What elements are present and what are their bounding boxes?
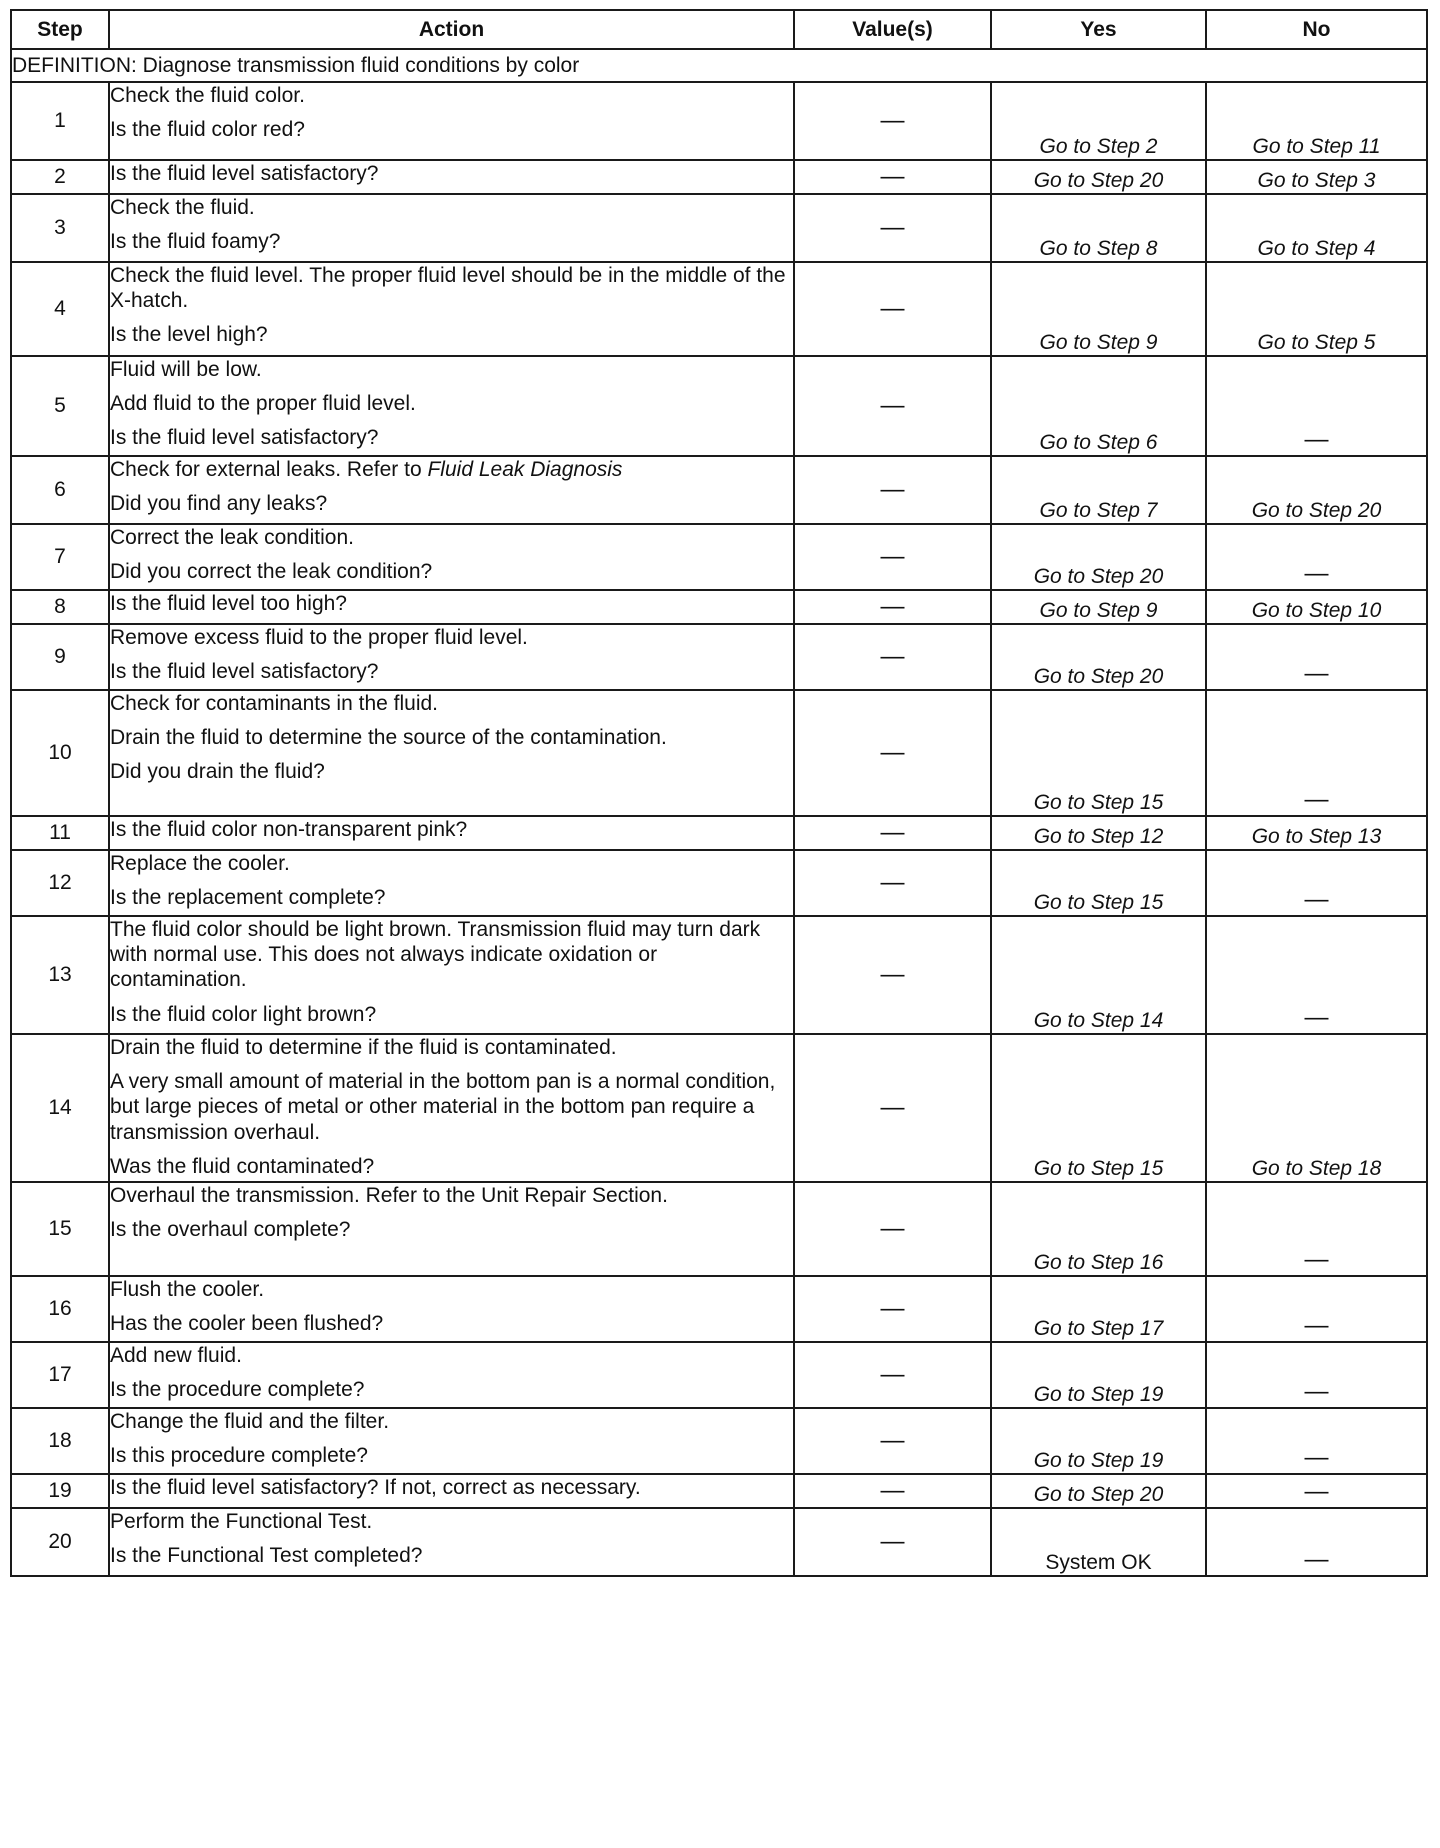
- action-line: [110, 457, 793, 482]
- value-cell: —: [794, 82, 991, 160]
- action-cell: [109, 1342, 794, 1408]
- diagnostic-table: [10, 9, 1428, 1577]
- action-text: Is the fluid level satisfactory?: [110, 660, 379, 684]
- action-line: [110, 525, 793, 550]
- table-row: [11, 1276, 1427, 1342]
- action-text: Is the fluid foamy?: [110, 230, 281, 254]
- no-result: —: [1206, 1508, 1427, 1576]
- action-line: [110, 1443, 793, 1468]
- value-cell: —: [794, 1474, 991, 1508]
- action-line: [110, 759, 793, 784]
- step-number: 9: [11, 624, 109, 690]
- step-number: 19: [11, 1474, 109, 1508]
- cross-reference: Fluid Leak Diagnosis: [427, 458, 623, 481]
- yes-result: Go to Step 9: [991, 262, 1206, 356]
- no-result: —: [1206, 1342, 1427, 1408]
- table-row: [11, 82, 1427, 160]
- value-cell: —: [794, 1342, 991, 1408]
- action-text: Was the fluid contaminated?: [110, 1154, 375, 1178]
- yes-result: Go to Step 15: [991, 850, 1206, 916]
- action-line: [110, 851, 793, 876]
- table-row: [11, 690, 1427, 816]
- action-text: Perform the Functional Test.: [110, 1510, 373, 1533]
- value-cell: —: [794, 850, 991, 916]
- yes-result: Go to Step 2: [991, 82, 1206, 160]
- action-text: Change the fluid and the filter.: [110, 1410, 390, 1433]
- action-line: [110, 1069, 793, 1145]
- action-cell: [109, 524, 794, 590]
- value-cell: —: [794, 690, 991, 816]
- action-text: Check the fluid.: [110, 196, 255, 219]
- value-cell: —: [794, 194, 991, 262]
- action-text: Is the fluid color non-transparent pink?: [110, 818, 468, 841]
- table-row: [11, 1342, 1427, 1408]
- table-body: [11, 49, 1427, 1576]
- action-cell: [109, 1408, 794, 1474]
- step-number: 16: [11, 1276, 109, 1342]
- action-cell: [109, 456, 794, 524]
- action-cell: [109, 624, 794, 690]
- action-line: [110, 391, 793, 416]
- step-number: 20: [11, 1508, 109, 1576]
- no-result: —: [1206, 524, 1427, 590]
- definition-text: DEFINITION: Diagnose transmission fluid conditions by color: [11, 49, 1427, 82]
- yes-result: Go to Step 14: [991, 916, 1206, 1034]
- action-line: [110, 1377, 793, 1402]
- step-number: 12: [11, 850, 109, 916]
- action-line: [110, 1035, 793, 1060]
- value-cell: —: [794, 160, 991, 194]
- value-cell: —: [794, 1408, 991, 1474]
- table-row: [11, 1408, 1427, 1474]
- yes-result: Go to Step 15: [991, 690, 1206, 816]
- value-cell: —: [794, 1508, 991, 1576]
- action-cell: [109, 916, 794, 1034]
- no-result: Go to Step 5: [1206, 262, 1427, 356]
- action-line: [110, 1277, 793, 1302]
- action-text: Is the level high?: [110, 323, 268, 347]
- value-cell: —: [794, 624, 991, 690]
- table-row: [11, 262, 1427, 356]
- value-cell: —: [794, 524, 991, 590]
- action-text: Flush the cooler.: [110, 1278, 265, 1301]
- action-line: [110, 161, 793, 186]
- action-text: Is the procedure complete?: [110, 1378, 365, 1402]
- table-row: [11, 816, 1427, 850]
- action-text: Did you find any leaks?: [110, 492, 328, 516]
- no-result: Go to Step 3: [1206, 160, 1427, 194]
- action-text: A very small amount of material in the bottom pan is a normal condition, but large pieces of metal or other material in the bottom pan require a transmission overhaul.: [110, 1070, 776, 1144]
- table-row: [11, 916, 1427, 1034]
- yes-result: Go to Step 6: [991, 356, 1206, 456]
- action-line: [110, 263, 793, 313]
- table-row: [11, 1034, 1427, 1182]
- action-line: [110, 491, 793, 516]
- action-line: [110, 1509, 793, 1534]
- header-row: [11, 10, 1427, 49]
- action-line: [110, 322, 793, 347]
- action-cell: [109, 194, 794, 262]
- step-number: 13: [11, 916, 109, 1034]
- action-text: Drain the fluid to determine the source of the contamination.: [110, 726, 667, 750]
- action-text: Check the fluid level. The proper fluid level should be in the middle of the X-hatch.: [110, 264, 786, 313]
- table-row: [11, 850, 1427, 916]
- no-result: Go to Step 4: [1206, 194, 1427, 262]
- action-line: [110, 885, 793, 910]
- no-result: —: [1206, 1408, 1427, 1474]
- no-result: Go to Step 20: [1206, 456, 1427, 524]
- action-line: [110, 83, 793, 108]
- header-action: Action: [109, 10, 794, 49]
- action-line: [110, 1475, 793, 1500]
- step-number: 15: [11, 1182, 109, 1276]
- value-cell: —: [794, 262, 991, 356]
- no-result: Go to Step 13: [1206, 816, 1427, 850]
- no-result: —: [1206, 1474, 1427, 1508]
- action-line: [110, 1343, 793, 1368]
- action-line: [110, 625, 793, 650]
- action-cell: [109, 356, 794, 456]
- yes-result: Go to Step 19: [991, 1342, 1206, 1408]
- no-result: —: [1206, 916, 1427, 1034]
- action-line: [110, 725, 793, 750]
- step-number: 18: [11, 1408, 109, 1474]
- step-number: 5: [11, 356, 109, 456]
- action-line: [110, 357, 793, 382]
- table-row: [11, 456, 1427, 524]
- value-cell: —: [794, 456, 991, 524]
- action-cell: [109, 160, 794, 194]
- action-line: [110, 1183, 793, 1208]
- table-row: [11, 356, 1427, 456]
- action-line: [110, 691, 793, 716]
- action-line: [110, 1002, 793, 1027]
- header-no: No: [1206, 10, 1427, 49]
- action-line: [110, 659, 793, 684]
- no-result: —: [1206, 1182, 1427, 1276]
- step-number: 14: [11, 1034, 109, 1182]
- action-line: [110, 1154, 793, 1179]
- action-line: [110, 425, 793, 450]
- action-line: [110, 1543, 793, 1568]
- action-text: Add fluid to the proper fluid level.: [110, 392, 416, 416]
- value-cell: —: [794, 1182, 991, 1276]
- header-yes: Yes: [991, 10, 1206, 49]
- no-result: Go to Step 10: [1206, 590, 1427, 624]
- action-line: [110, 817, 793, 842]
- no-result: Go to Step 11: [1206, 82, 1427, 160]
- action-cell: [109, 1508, 794, 1576]
- table-row: [11, 1474, 1427, 1508]
- no-result: —: [1206, 850, 1427, 916]
- action-cell: [109, 816, 794, 850]
- action-text: Check the fluid color.: [110, 84, 305, 107]
- action-text: Is the fluid level satisfactory?: [110, 426, 379, 450]
- action-text: Is the fluid color red?: [110, 118, 305, 142]
- yes-result: Go to Step 20: [991, 624, 1206, 690]
- step-number: 2: [11, 160, 109, 194]
- action-line: [110, 1217, 793, 1242]
- yes-result: Go to Step 9: [991, 590, 1206, 624]
- action-text: Did you drain the fluid?: [110, 760, 325, 784]
- action-text: The fluid color should be light brown. Transmission fluid may turn dark with normal use. This does not always indicate oxidation or contamination.: [110, 918, 761, 992]
- action-text: Fluid will be low.: [110, 358, 262, 381]
- value-cell: —: [794, 1034, 991, 1182]
- yes-result: Go to Step 15: [991, 1034, 1206, 1182]
- action-text: Is the overhaul complete?: [110, 1218, 351, 1242]
- table-row: [11, 1508, 1427, 1576]
- value-cell: —: [794, 916, 991, 1034]
- action-line: [110, 917, 793, 993]
- action-cell: [109, 590, 794, 624]
- step-number: 17: [11, 1342, 109, 1408]
- action-text: Is the fluid level satisfactory?: [110, 162, 379, 185]
- table-row: [11, 1182, 1427, 1276]
- action-text: Is the replacement complete?: [110, 886, 386, 910]
- step-number: 10: [11, 690, 109, 816]
- step-number: 7: [11, 524, 109, 590]
- action-text: Has the cooler been flushed?: [110, 1312, 384, 1336]
- header-values: Value(s): [794, 10, 991, 49]
- action-text: Add new fluid.: [110, 1344, 242, 1367]
- action-text: Did you correct the leak condition?: [110, 560, 433, 584]
- action-cell: [109, 1182, 794, 1276]
- step-number: 3: [11, 194, 109, 262]
- no-result: —: [1206, 624, 1427, 690]
- no-result: —: [1206, 356, 1427, 456]
- action-cell: [109, 82, 794, 160]
- step-number: 1: [11, 82, 109, 160]
- no-result: —: [1206, 690, 1427, 816]
- yes-result: System OK: [991, 1508, 1206, 1576]
- action-cell: [109, 1034, 794, 1182]
- action-cell: [109, 262, 794, 356]
- step-number: 11: [11, 816, 109, 850]
- value-cell: —: [794, 590, 991, 624]
- action-text: Is the fluid color light brown?: [110, 1002, 377, 1026]
- table-row: [11, 194, 1427, 262]
- action-cell: [109, 1474, 794, 1508]
- table-row: [11, 160, 1427, 194]
- action-text: Check for contaminants in the fluid.: [110, 692, 439, 715]
- action-text: Correct the leak condition.: [110, 526, 354, 549]
- action-cell: [109, 1276, 794, 1342]
- action-text: Overhaul the transmission. Refer to the Unit Repair Section.: [110, 1184, 668, 1207]
- action-text: Is this procedure complete?: [110, 1444, 368, 1468]
- action-text: Replace the cooler.: [110, 852, 290, 875]
- table-row: [11, 624, 1427, 690]
- yes-result: Go to Step 8: [991, 194, 1206, 262]
- action-line: [110, 195, 793, 220]
- yes-result: Go to Step 19: [991, 1408, 1206, 1474]
- table-row: [11, 590, 1427, 624]
- yes-result: Go to Step 16: [991, 1182, 1206, 1276]
- action-text: Is the Functional Test completed?: [110, 1544, 423, 1568]
- action-line: [110, 229, 793, 254]
- value-cell: —: [794, 356, 991, 456]
- value-cell: —: [794, 1276, 991, 1342]
- value-cell: —: [794, 816, 991, 850]
- action-cell: [109, 690, 794, 816]
- action-line: [110, 1409, 793, 1434]
- yes-result: Go to Step 20: [991, 1474, 1206, 1508]
- action-line: [110, 559, 793, 584]
- action-text: Remove excess fluid to the proper fluid level.: [110, 626, 528, 649]
- yes-result: Go to Step 12: [991, 816, 1206, 850]
- yes-result: Go to Step 7: [991, 456, 1206, 524]
- action-line: [110, 1311, 793, 1336]
- table-row: [11, 524, 1427, 590]
- no-result: —: [1206, 1276, 1427, 1342]
- definition-row: [11, 49, 1427, 82]
- action-text: Is the fluid level too high?: [110, 592, 347, 615]
- step-number: 6: [11, 456, 109, 524]
- yes-result: Go to Step 20: [991, 160, 1206, 194]
- action-line: [110, 591, 793, 616]
- action-text: Is the fluid level satisfactory? If not, correct as necessary.: [110, 1476, 641, 1499]
- action-text: Check for external leaks. Refer to: [110, 458, 428, 481]
- yes-result: Go to Step 17: [991, 1276, 1206, 1342]
- step-number: 8: [11, 590, 109, 624]
- action-cell: [109, 850, 794, 916]
- no-result: Go to Step 18: [1206, 1034, 1427, 1182]
- action-line: [110, 117, 793, 142]
- yes-result: Go to Step 20: [991, 524, 1206, 590]
- action-text: Drain the fluid to determine if the fluid is contaminated.: [110, 1036, 617, 1059]
- step-number: 4: [11, 262, 109, 356]
- header-step: Step: [11, 10, 109, 49]
